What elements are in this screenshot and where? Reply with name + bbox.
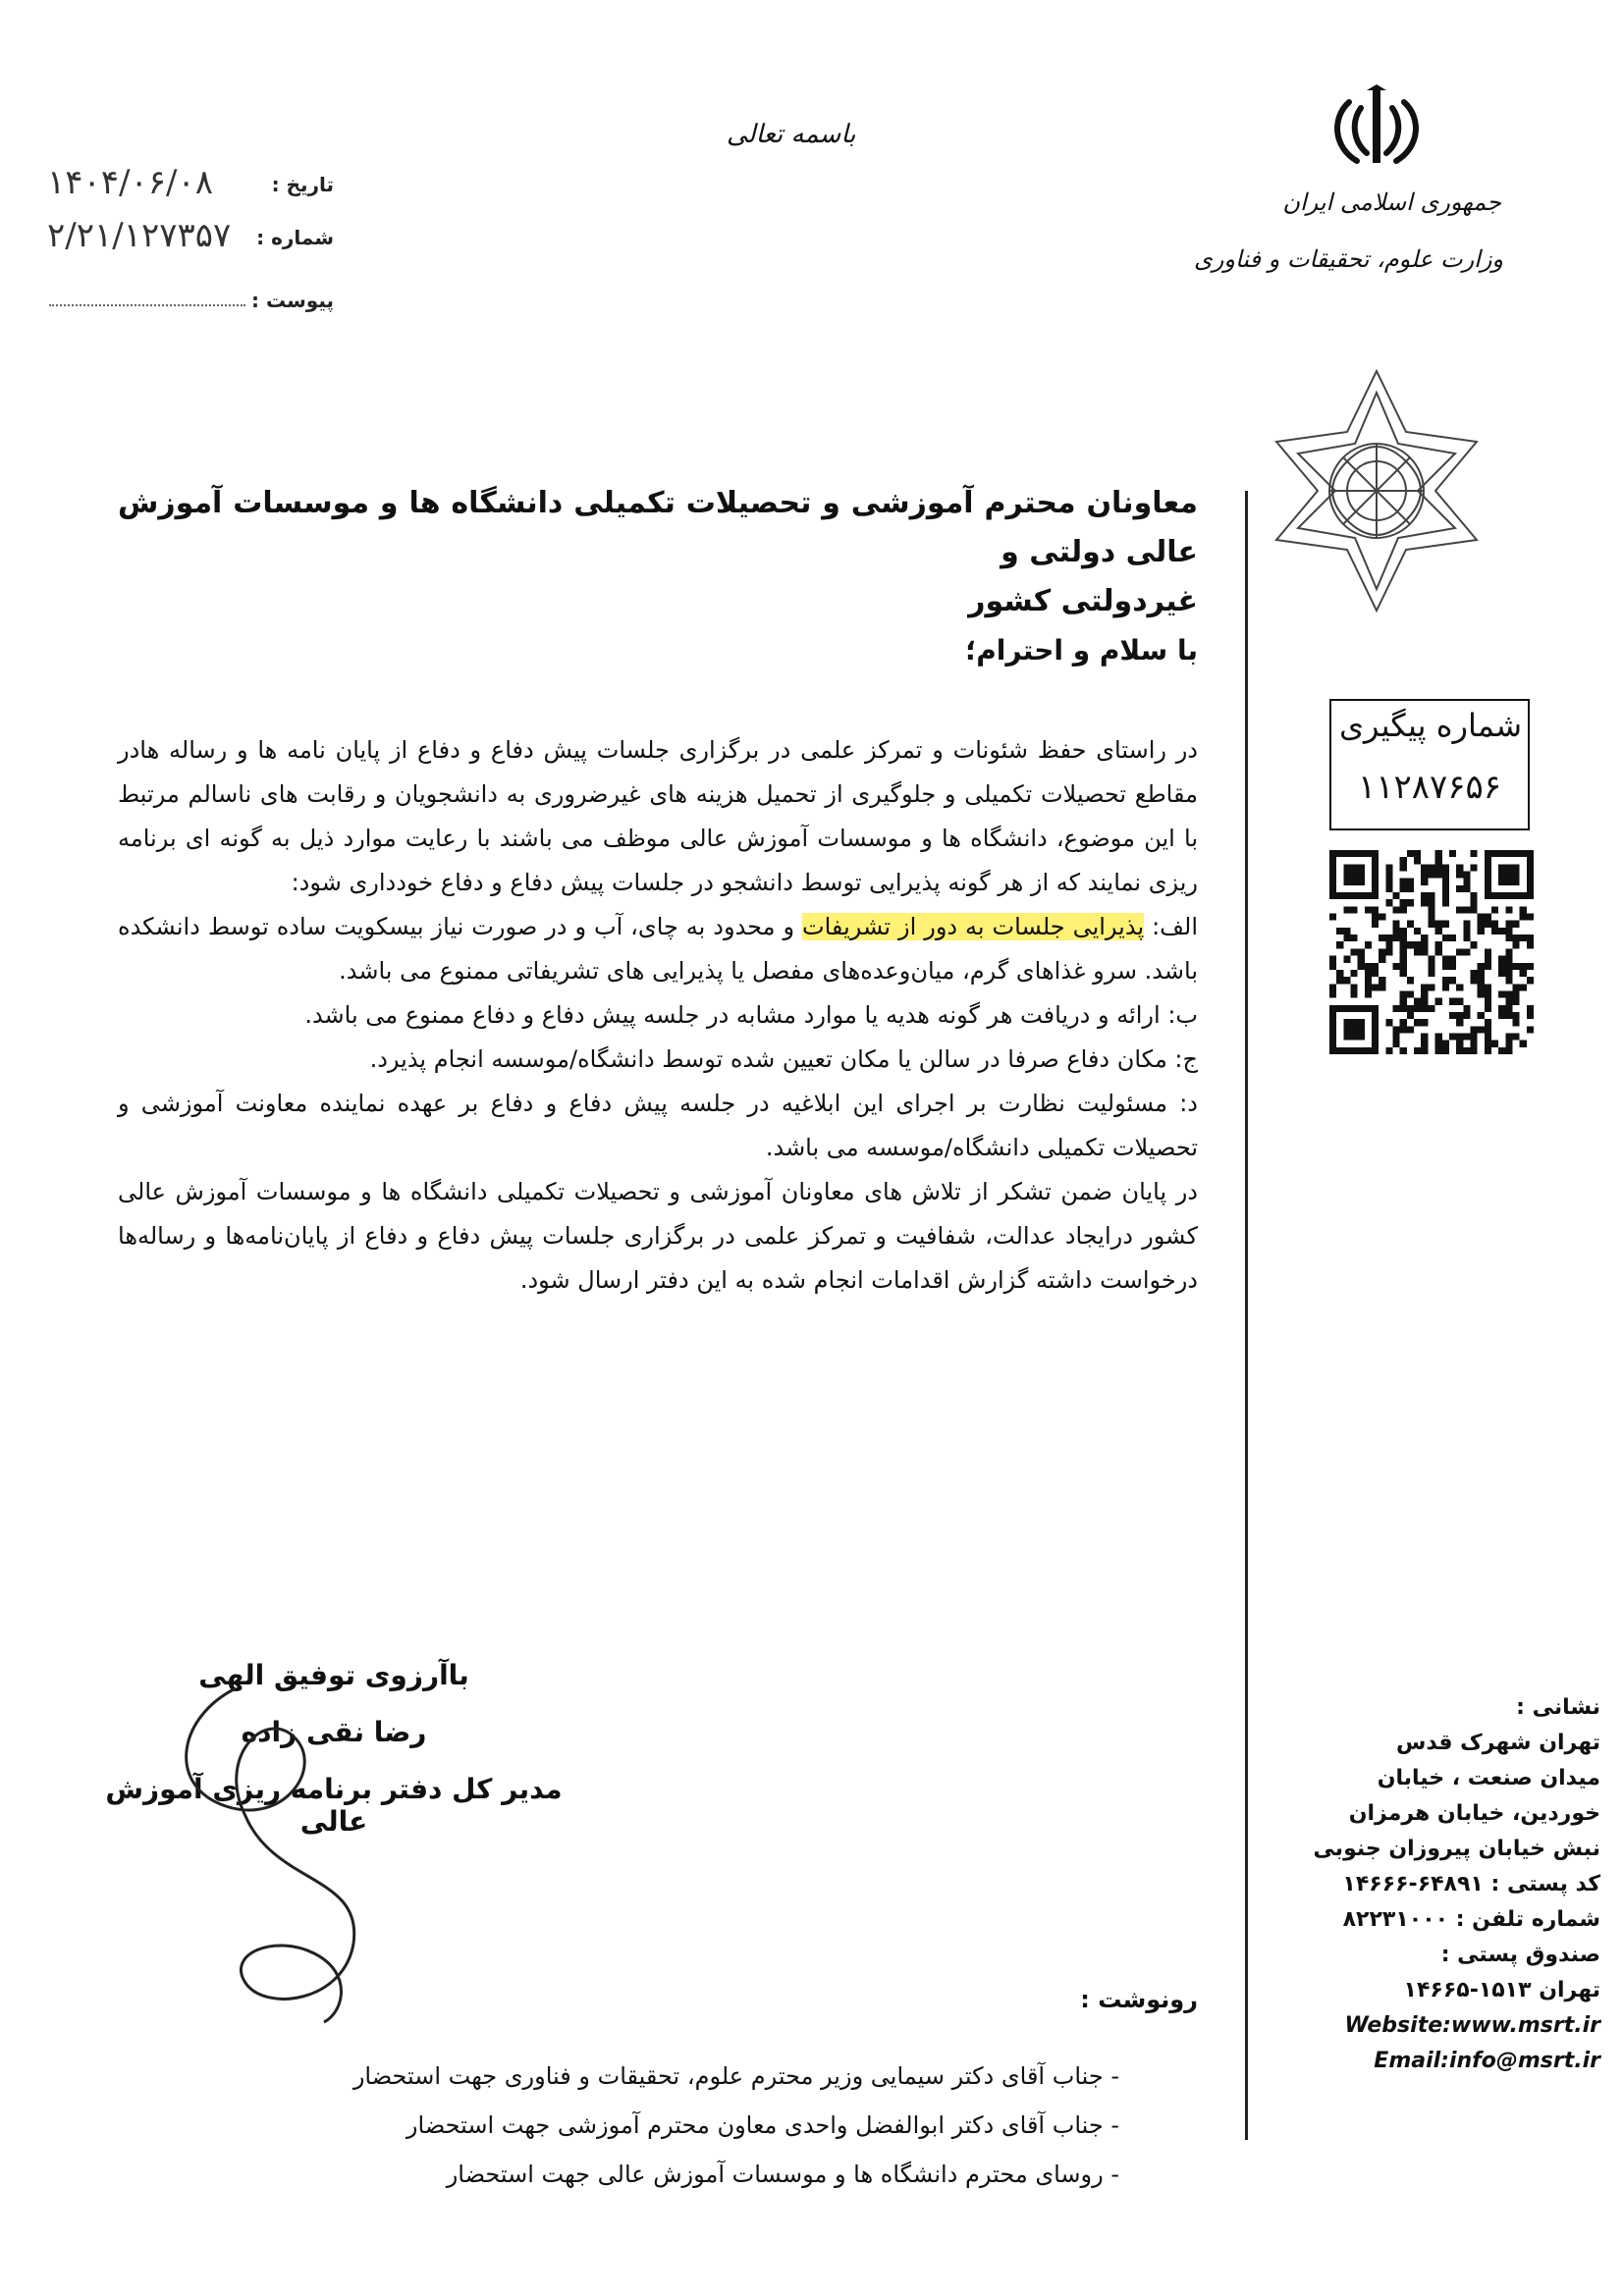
- website-link[interactable]: Website:www.msrt.ir: [1344, 2013, 1600, 2038]
- tracking-label: شماره پیگیری: [1338, 707, 1522, 744]
- ministry-name-line: وزارت علوم، تحقیقات و فناوری: [1194, 245, 1503, 273]
- item-c: ج: مکان دفاع صرفا در سالن یا مکان تعیین شده توسط دانشگاه/موسسه انجام پذیرد.: [369, 1045, 1198, 1073]
- number-label: شماره :: [256, 226, 334, 249]
- attachment-label: پیوست :: [250, 289, 334, 312]
- address-line: تهران ۱۵۱۳-۱۴۶۶۵: [1403, 1978, 1600, 2002]
- recipient-line-1: معاونان محترم آموزشی و تحصیلات تکمیلی دانشگاه ها و موسسات آموزش عالی دولتی و: [118, 486, 1198, 569]
- date-value: ۱۴۰۴/۰۶/۰۸: [47, 163, 214, 202]
- item-a-highlight: پذیرایی جلسات به دور از تشریفات: [802, 913, 1145, 940]
- address-line: صندوق پستی :: [1440, 1943, 1600, 1967]
- cc-item: - روسای محترم دانشگاه ها و موسسات آموزش عالی جهت استحضار: [446, 2161, 1119, 2188]
- closing-paragraph: در پایان ضمن تشکر از تلاش های معاونان آموزشی و تحصیلات تکمیلی دانشگاه ها و موسسات آموزش عالی کشور درایجاد عدالت، شفافیت و تمرکز علمی در برگزاری جلسات پیش دفاع و دفاع از پایان‌نامه‌ها و رساله‌ها درخواست داشته گزارش اقدامات انجام شده به این دفتر ارسال شود.: [118, 1178, 1198, 1294]
- item-a: [118, 905, 1198, 993]
- intro-paragraph: در راستای حفظ شئونات و تمرکز علمی در برگزاری جلسات پیش دفاع و دفاع از پایان نامه ها و رساله هادر مقاطع تحصیلات تکمیلی و جلوگیری از تحمیل هزینه های غیرضروری به دانشجویان و رقابت های ناسالم مرتبط با این موضوع، دانشگاه ها و موسسات آموزش عالی موظف می باشند با رعایت موارد ذیل به گونه ای برنامه ریزی نمایند که از هر گونه پذیرایی توسط دانشجو در جلسات پیش دفاع و دفاع خودداری شود:: [118, 736, 1198, 896]
- address-line: شماره تلفن : ۸۲۲۳۱۰۰۰: [1342, 1907, 1600, 1932]
- qr-code-icon[interactable]: [1329, 850, 1534, 1054]
- address-label: نشانی :: [1516, 1695, 1600, 1720]
- number-value: ۲/۲۱/۱۲۷۳۵۷: [47, 216, 232, 255]
- number-row: [39, 216, 334, 255]
- iran-emblem-icon: [1327, 84, 1426, 171]
- item-a-rest: و محدود به چای، آب و در صورت نیاز بیسکویت ساده توسط دانشکده باشد. سرو غذاهای گرم، میان‌وعده‌های مفصل یا پذیرایی های تشریفاتی ممنوع می باشد.: [118, 913, 1198, 985]
- attachment-dots: [49, 304, 245, 306]
- cc-label: رونوشت :: [1080, 1986, 1198, 2013]
- recipient-line-2: غیردولتی کشور: [968, 584, 1198, 618]
- email-link[interactable]: Email:info@msrt.ir: [1374, 2049, 1600, 2073]
- signature-wish: باآرزوی توفیق الهی: [198, 1659, 469, 1691]
- address-line: تهران شهرک قدس: [1396, 1731, 1600, 1755]
- recipient-heading: [118, 479, 1198, 626]
- address-line: میدان صنعت ، خیابان: [1377, 1766, 1600, 1790]
- item-d: د: مسئولیت نظارت بر اجرای این ابلاغیه در جلسه پیش دفاع و دفاع بر عهده نماینده معاونت آموزشی و تحصیلات تکمیلی دانشگاه/موسسه می باشد.: [118, 1090, 1198, 1161]
- cc-list: [118, 2052, 1198, 2199]
- cc-item: - جناب آقای دکتر سیمایی وزیر محترم علوم، تحقیقات و فناوری جهت استحضار: [352, 2062, 1119, 2090]
- item-a-prefix: الف:: [1144, 913, 1198, 940]
- greeting: با سلام و احترام؛: [965, 634, 1198, 667]
- vertical-separator: [1245, 491, 1248, 2140]
- ornament-icon: [1249, 363, 1504, 618]
- item-b: ب: ارائه و دریافت هر گونه هدیه یا موارد مشابه در جلسه پیش دفاع و دفاع ممنوع می باشد.: [304, 1001, 1198, 1029]
- address-block: [1267, 1690, 1600, 2079]
- ministry-country-line: جمهوری اسلامی ایران: [1282, 188, 1501, 216]
- tracking-box: [1329, 699, 1530, 830]
- address-line: کد پستی : ۶۴۸۹۱-۱۴۶۶۶: [1342, 1872, 1600, 1896]
- cc-item: - جناب آقای دکتر ابوالفضل واحدی معاون محترم آموزشی جهت استحضار: [406, 2111, 1119, 2139]
- letter-body: [118, 728, 1198, 1303]
- address-line: خوردین، خیابان هرمزان: [1348, 1801, 1600, 1826]
- signatory-title: مدیر کل دفتر برنامه ریزی آموزش عالی: [105, 1773, 563, 1838]
- address-line: نبش خیابان پیروزان جنوبی: [1313, 1837, 1600, 1861]
- date-row: [39, 163, 334, 202]
- tracking-number: ۱۱۲۸۷۶۵۶: [1357, 768, 1502, 807]
- date-label: تاریخ :: [271, 173, 334, 196]
- signatory-name: رضا نقی زاده: [241, 1716, 427, 1748]
- attachment-row: [39, 279, 334, 318]
- bismillah-heading: باسمه تعالی: [727, 120, 856, 149]
